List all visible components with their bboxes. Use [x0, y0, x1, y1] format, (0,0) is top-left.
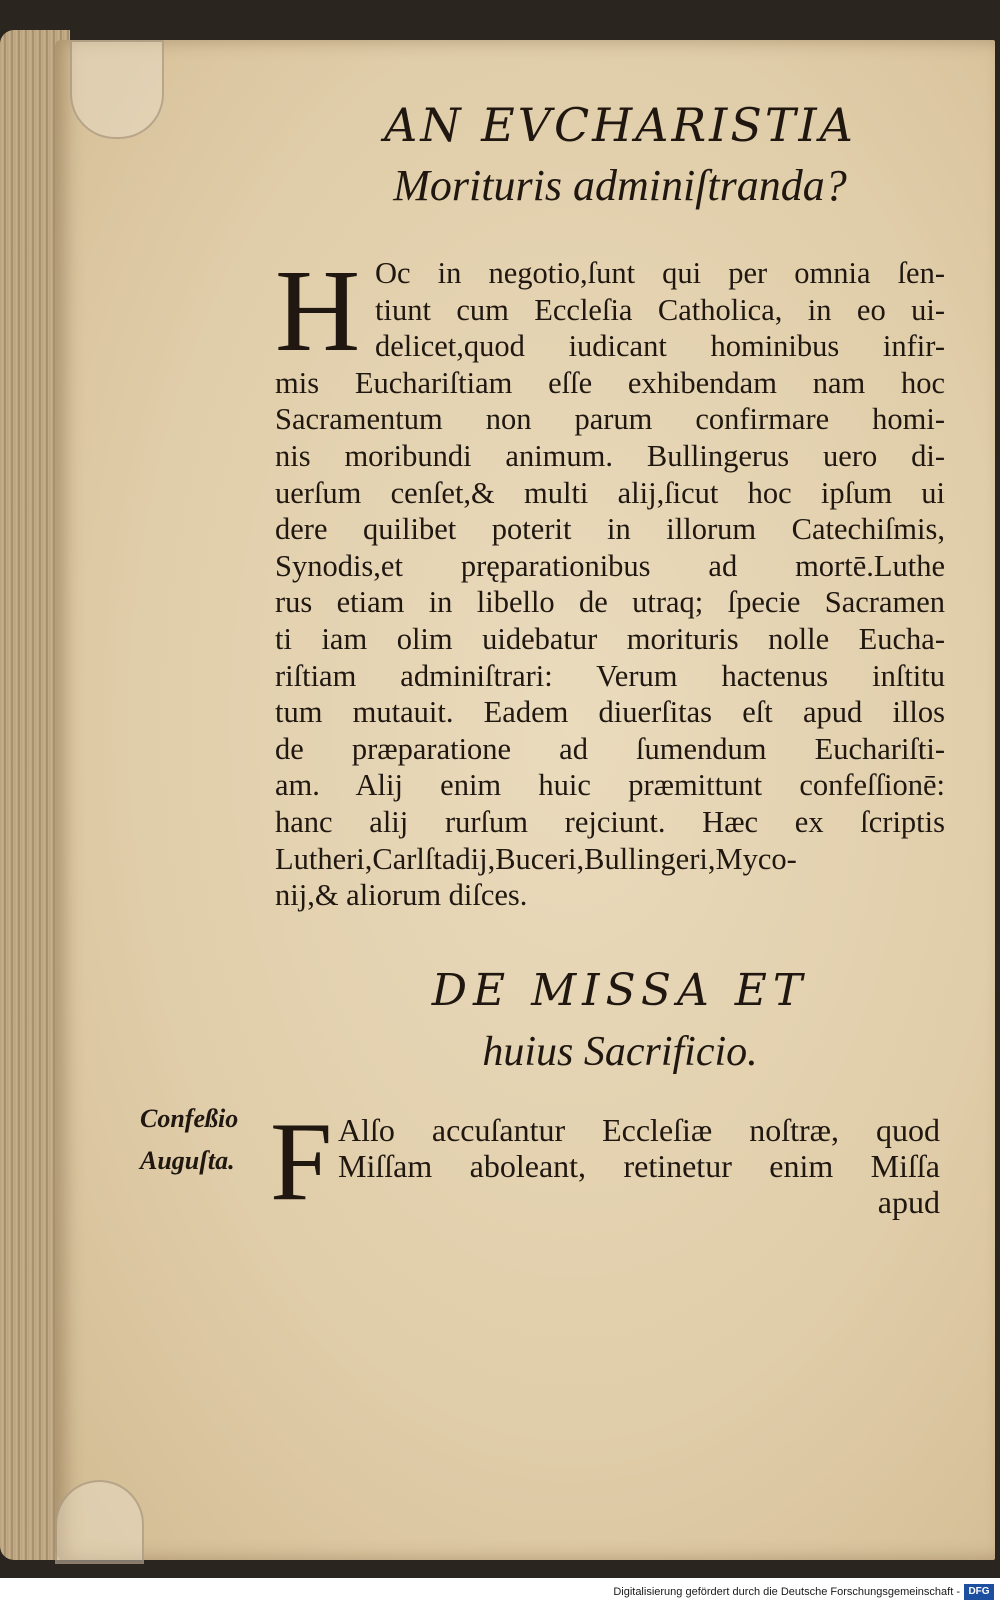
dfg-logo: DFG [964, 1584, 994, 1600]
text-line: mis Euchariſtiam eſſe exhibendam nam hoc [275, 365, 945, 400]
text-line: Oc in negotio,ſunt qui per omnia ſen- [375, 256, 945, 290]
text-line: am. Alij enim huic præmittunt confeſſionē: [275, 768, 945, 803]
text-line: hanc alij rurſum rejciunt. Hæc ex ſcriptis [275, 804, 945, 839]
text-line: Alſo accuſantur Eccleſiæ noſtræ, quod [338, 1112, 940, 1148]
text-line: tiunt cum Eccleſia Catholica, in eo ui- [375, 292, 945, 327]
text-line: Lutheri,Carlſtadij,Buceri,Bullingeri,Myco- [275, 841, 797, 876]
tape-mark-bottom [55, 1480, 144, 1564]
text-line: Synodis,et pręparationibus ad mortē.Luthe [275, 548, 945, 583]
drop-capital: F [270, 1100, 333, 1224]
text-line: Sacramentum non parum confirmare homi- [275, 402, 945, 437]
paragraph-2 [270, 1100, 940, 1224]
drop-capital: H [275, 245, 361, 376]
marginal-note [140, 1098, 270, 1182]
text-line: Miſſam aboleant, retinetur enim Miſſa [338, 1148, 940, 1184]
marginal-note-line2: Auguſta. [140, 1146, 235, 1175]
marginal-note-line1: Confeßio [140, 1104, 239, 1133]
footer-bar [0, 1578, 1000, 1608]
text-line: tum mutauit. Eadem diuerſitas eſt apud illos [275, 695, 945, 730]
text-line: rus etiam in libello de utraq; ſpecie Sacramen [275, 585, 945, 620]
text-line: dere quilibet poterit in illorum Catechiſmis, [275, 512, 945, 547]
text-line: delicet,quod iudicant hominibus infir- [375, 329, 945, 364]
text-line: riſtiam adminiſtrari: Verum hactenus inſtitu [275, 658, 945, 693]
tape-mark-top [70, 40, 164, 139]
catchword: apud [877, 1184, 940, 1220]
paragraph-1 [275, 245, 945, 914]
chapter-heading-line1: AN EVCHARISTIA [384, 98, 856, 152]
text-line: de præparatione ad ſumendum Euchariſti- [275, 731, 945, 766]
footer-credit: Digitalisierung gefördert durch die Deutsche Forschungsgemeinschaft - [613, 1586, 960, 1598]
text-line: nij,& aliorum diſces. [275, 878, 528, 913]
chapter-heading-line2: Morituris adminiſtranda? [393, 161, 847, 210]
section-heading-line1: DE MISSA ET [431, 965, 809, 1016]
text-line: nis moribundi animum. Bullingerus uero di- [275, 438, 945, 473]
text-line: ti iam olim uidebatur morituris nolle Eucha- [275, 621, 945, 656]
text-line: uerſum cenſet,& multi alij,ſicut hoc ipſum ui [275, 475, 945, 510]
section-heading-line2: huius Sacrificio. [482, 1029, 758, 1075]
